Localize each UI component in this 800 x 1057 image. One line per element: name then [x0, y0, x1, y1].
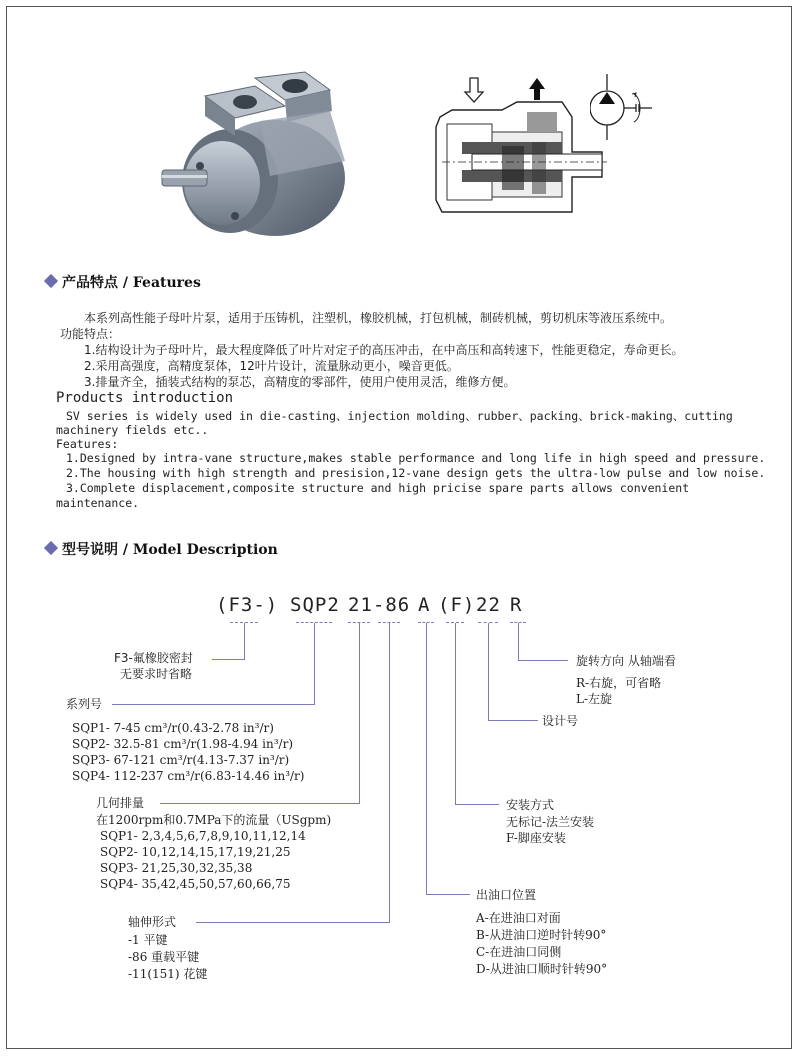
code-displacement-shaft: 21-86: [348, 594, 411, 616]
en-feature-item-3: 3.Complete displacement,composite structure and high pricise spare parts allows convenient: [66, 481, 690, 495]
displacement-row-2: SQP2- 10,12,14,15,17,19,21,25: [100, 845, 291, 859]
model-description-title: 型号说明 / Model Description: [62, 542, 278, 558]
series-row-4: SQP4- 112-237 cm³/r(6.83-14.46 in³/r): [72, 769, 305, 783]
en-intro-line-1: SV series is widely used in die-casting、injection molding、rubber、packing、brick-making、cutting: [66, 409, 733, 423]
design-label: 设计号: [542, 714, 579, 728]
shaft-row-3: -11(151) 花键: [128, 967, 208, 981]
en-feature-item-2: 2.The housing with high strength and presision,12-vane design gets the ultra-low pulse and low noise.: [66, 466, 766, 480]
code-mount: (F): [438, 594, 476, 616]
cross-section-drawing: [432, 72, 607, 232]
leader-mount: [455, 623, 456, 805]
leader-series-h: [112, 704, 315, 705]
leader-displacement-h: [160, 803, 360, 804]
outlet-row-2: B-从进油口逆时针转90°: [476, 928, 607, 942]
en-features-label: Features:: [56, 437, 119, 451]
leader-shaft: [389, 623, 390, 923]
leader-mount-h: [455, 804, 499, 805]
shaft-row-1: -1 平键: [128, 933, 168, 947]
page-frame: [6, 6, 792, 1049]
leader-outlet-h: [426, 894, 470, 895]
code-rotation: R: [510, 594, 523, 616]
code-series: SQP2: [290, 594, 340, 616]
displacement-row-3: SQP3- 21,25,30,32,35,38: [100, 861, 253, 875]
displacement-sub: 在1200rpm和0.7MPa下的流量（USgpm): [96, 813, 332, 827]
mount-label: 安装方式: [506, 798, 555, 812]
shaft-row-2: -86 重载平键: [128, 950, 200, 964]
leader-outlet: [426, 623, 427, 895]
outlet-row-4: D-从进油口顺时针转90°: [476, 962, 608, 976]
series-row-2: SQP2- 32.5-81 cm³/r(1.98-4.94 in³/r): [72, 737, 294, 751]
features-title: 产品特点 / Features: [62, 275, 201, 291]
features-cn-item-2: 2.采用高强度，高精度泵体，12叶片设计，流量脉动更小，噪音更低。: [84, 359, 459, 373]
leader-rotation-h: [518, 660, 568, 661]
outlet-row-1: A-在进油口对面: [476, 911, 561, 925]
en-feature-item-3-cont: maintenance.: [56, 496, 140, 510]
code-design: 22: [476, 594, 501, 616]
leader-design-h: [488, 720, 538, 721]
hydraulic-symbol-icon: [590, 72, 655, 142]
rotation-label: 旋转方向 从轴端看: [576, 654, 676, 668]
leader-displacement: [359, 623, 360, 804]
series-label: 系列号: [66, 697, 103, 711]
leader-seal-h: [212, 659, 245, 660]
outlet-label: 出油口位置: [476, 888, 537, 902]
features-cn-item-3: 3.排量齐全，插装式结构的泵芯，高精度的零部件，使用户使用灵活，维修方便。: [84, 375, 516, 389]
en-intro-line-2: machinery fields etc..: [56, 423, 209, 437]
rotation-row-2: L-左旋: [576, 692, 613, 706]
series-row-3: SQP3- 67-121 cm³/r(4.13-7.37 in³/r): [72, 753, 290, 767]
code-seal: (F3-): [216, 594, 279, 616]
code-outlet: A: [418, 594, 431, 616]
series-row-1: SQP1- 7-45 cm³/r(0.43-2.78 in³/r): [72, 721, 274, 735]
leader-series: [314, 623, 315, 705]
seal-line-1: F3-氟橡胶密封: [114, 651, 193, 665]
leader-shaft-h: [196, 922, 390, 923]
features-cn-label: 功能特点：: [60, 327, 121, 341]
seal-line-2: 无要求时省略: [120, 667, 193, 681]
features-cn-item-1: 1.结构设计为子母叶片，最大程度降低了叶片对定子的高压冲击，在中高压和高转速下，性能更稳定，寿命更长。: [84, 343, 684, 357]
mount-row-2: F-脚座安装: [506, 831, 566, 845]
products-introduction-heading: Products introduction: [56, 390, 234, 406]
en-feature-item-1: 1.Designed by intra-vane structure,makes stable performance and long life in high speed and pressure.: [66, 451, 766, 465]
leader-seal: [244, 623, 245, 660]
displacement-row-1: SQP1- 2,3,4,5,6,7,8,9,10,11,12,14: [100, 829, 306, 843]
features-cn-intro: 本系列高性能子母叶片泵，适用于压铸机，注塑机，橡胶机械，打包机械，制砖机械，剪切机床等液压系统中。: [84, 311, 673, 325]
displacement-label: 几何排量: [96, 796, 145, 810]
leader-rotation: [518, 623, 519, 661]
leader-design: [488, 623, 489, 721]
displacement-row-4: SQP4- 35,42,45,50,57,60,66,75: [100, 877, 291, 891]
shaft-label: 轴伸形式: [128, 915, 177, 929]
outlet-row-3: C-在进油口同侧: [476, 945, 562, 959]
mount-row-1: 无标记-法兰安装: [506, 815, 595, 829]
pump-image: [160, 66, 360, 241]
rotation-row-1: R-右旋，可省略: [576, 676, 662, 690]
